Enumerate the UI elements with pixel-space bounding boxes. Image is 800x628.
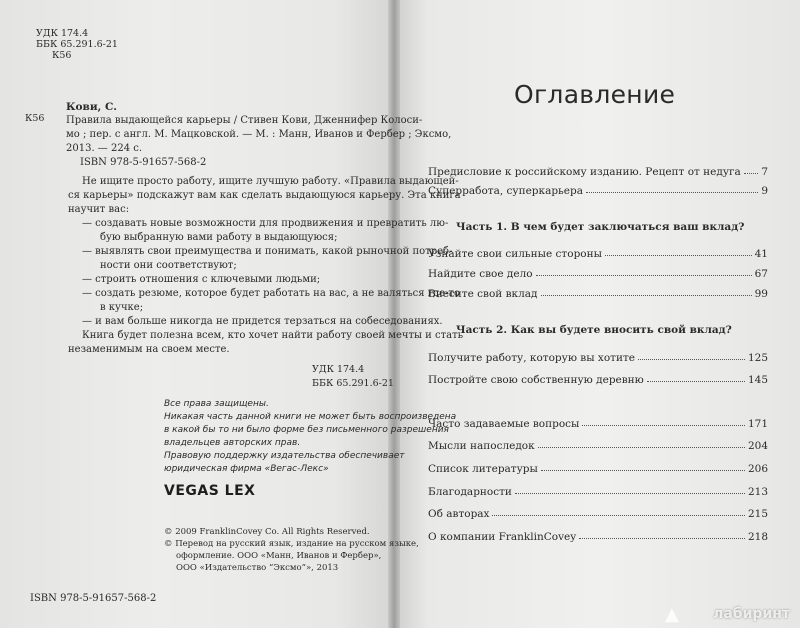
toc-item	[428, 504, 768, 520]
annotation-line: бую выбранную вами работу в выдающуюся;	[100, 232, 338, 243]
toc-item-label: Суперработа, суперкарьера	[428, 185, 583, 197]
biblio-line-3: 2013. — 224 с.	[66, 143, 143, 154]
udk-top: УДК 174.4	[36, 28, 89, 39]
rights-line: юридическая фирма «Вегас-Лекс»	[164, 464, 329, 474]
toc-item	[428, 162, 768, 178]
toc-item-page: 204	[747, 440, 768, 452]
toc-item-page: 145	[747, 374, 768, 386]
copyright-line: ООО «Издательство “Эксмо”», 2013	[176, 563, 339, 573]
annotation-line: незаменимым на своем месте.	[68, 344, 230, 355]
toc-item-label: О компании FranklinCovey	[428, 531, 577, 543]
toc-item	[428, 348, 768, 364]
annotation-line: научит вас:	[68, 204, 130, 215]
toc-item	[428, 414, 768, 430]
copyright-line: оформление. ООО «Манн, Иванов и Фербер»,	[176, 551, 382, 561]
toc-item	[428, 527, 768, 543]
toc-item-label: Мысли напоследок	[428, 440, 535, 452]
biblio-line-1: Правила выдающейся карьеры / Стивен Кови, Дженнифер Колоси-	[66, 115, 423, 126]
annotation-line: — создать резюме, которое будет работать на вас, а не валяться где-то	[82, 288, 460, 299]
toc-item-page: 171	[747, 418, 768, 430]
toc-item-label: Об авторах	[428, 508, 490, 520]
copyright-line: © 2009 FranklinCovey Co. All Rights Reserved.	[164, 527, 370, 537]
toc-part-2: Часть 2. Как вы будете вносить свой вклад?	[456, 324, 732, 336]
toc-item	[428, 244, 768, 260]
toc-item-page: 206	[747, 463, 768, 475]
toc-item-page: 7	[761, 166, 768, 178]
toc-item	[428, 264, 768, 280]
toc-item-label: Получите работу, которую вы хотите	[428, 352, 635, 364]
toc-item-label: Благодарности	[428, 486, 512, 498]
toc-item-page: 218	[747, 531, 768, 543]
rights-line: в какой бы то ни было форме без письменного разрешения	[164, 425, 449, 435]
toc-item-label: Предисловие к российскому изданию. Рецепт от недуга	[428, 166, 741, 178]
toc-item	[428, 436, 768, 452]
toc-item-label: Найдите свое дело	[428, 268, 533, 280]
toc-leader	[541, 469, 745, 471]
isbn-mid: ISBN 978-5-91657-568-2	[80, 157, 207, 168]
toc-leader	[647, 380, 745, 382]
toc-leader	[605, 254, 752, 256]
bbk-top: ББК 65.291.6-21	[36, 39, 118, 50]
rights-line: Правовую поддержку издательства обеспечивает	[164, 451, 405, 461]
copyright-line: © Перевод на русский язык, издание на русском языке,	[164, 539, 419, 549]
annotation-line: — строить отношения с ключевыми людьми;	[82, 274, 321, 285]
toc-item	[428, 370, 768, 386]
toc-item	[428, 181, 768, 197]
book-gutter	[388, 0, 400, 628]
isbn-bottom: ISBN 978-5-91657-568-2	[30, 593, 157, 604]
toc-item-page: 215	[747, 508, 768, 520]
toc-item-page: 41	[754, 248, 768, 260]
toc-item-page: 67	[754, 268, 768, 280]
toc-leader	[582, 424, 745, 426]
toc-item-label: Список литературы	[428, 463, 538, 475]
margin-code: К56	[25, 113, 45, 124]
annotation-line: ности они соответствуют;	[100, 260, 237, 271]
author: Кови, С.	[66, 101, 117, 113]
udk-bottom: УДК 174.4	[312, 364, 365, 375]
annotation-line: Книга будет полезна всем, кто хочет найти работу своей мечты и стать	[82, 330, 464, 341]
bbk-bottom: ББК 65.291.6-21	[312, 378, 394, 389]
toc-leader	[515, 492, 745, 494]
biblio-line-2: мо ; пер. с англ. М. Мацковской. — М. : Манн, Иванов и Фербер ; Эксмо,	[66, 129, 452, 140]
toc-item-page: 125	[747, 352, 768, 364]
toc-title: Оглавление	[514, 80, 676, 109]
rights-line: Никакая часть данной книги не может быть воспроизведена	[164, 412, 457, 422]
toc-leader	[744, 172, 759, 174]
toc-item-label: Часто задаваемые вопросы	[428, 418, 580, 430]
toc-item	[428, 284, 768, 300]
rights-line: владельцев авторских прав.	[164, 438, 301, 448]
toc-item	[428, 482, 768, 498]
toc-leader	[492, 514, 744, 516]
annotation-line: в кучке;	[100, 302, 144, 313]
annotation-line: — и вам больше никогда не придется терзаться на собеседованиях.	[82, 316, 443, 327]
vegas-lex-logo: VEGAS LEX	[164, 483, 256, 499]
toc-leader	[579, 537, 745, 539]
toc-part-1: Часть 1. В чем будет заключаться ваш вклад?	[456, 221, 745, 233]
annotation-line: Не ищите просто работу, ищите лучшую работу. «Правила выдающей-	[82, 176, 459, 187]
toc-item	[428, 459, 768, 475]
toc-item-label: Внесите свой вклад	[428, 288, 538, 300]
toc-leader	[638, 358, 745, 360]
annotation-line: ся карьеры» подскажут вам как сделать выдающуюся карьеру. Эта книга	[68, 190, 461, 201]
toc-item-page: 213	[747, 486, 768, 498]
code-top: К56	[52, 50, 72, 61]
watermark: лабиринт	[713, 606, 790, 622]
toc-item-label: Узнайте свои сильные стороны	[428, 248, 602, 260]
rights-line: Все права защищены.	[164, 399, 269, 409]
toc-item-label: Постройте свою собственную деревню	[428, 374, 644, 386]
toc-leader	[536, 274, 752, 276]
toc-leader	[586, 191, 758, 193]
labirint-logo-icon: ▲	[665, 604, 679, 625]
toc-leader	[538, 446, 745, 448]
toc-item-page: 9	[761, 185, 768, 197]
toc-leader	[541, 294, 752, 296]
toc-item-page: 99	[754, 288, 768, 300]
annotation-line: — выявлять свои преимущества и понимать, какой рыночной потреб-	[82, 246, 453, 257]
annotation-line: — создавать новые возможности для продвижения и превратить лю-	[82, 218, 449, 229]
